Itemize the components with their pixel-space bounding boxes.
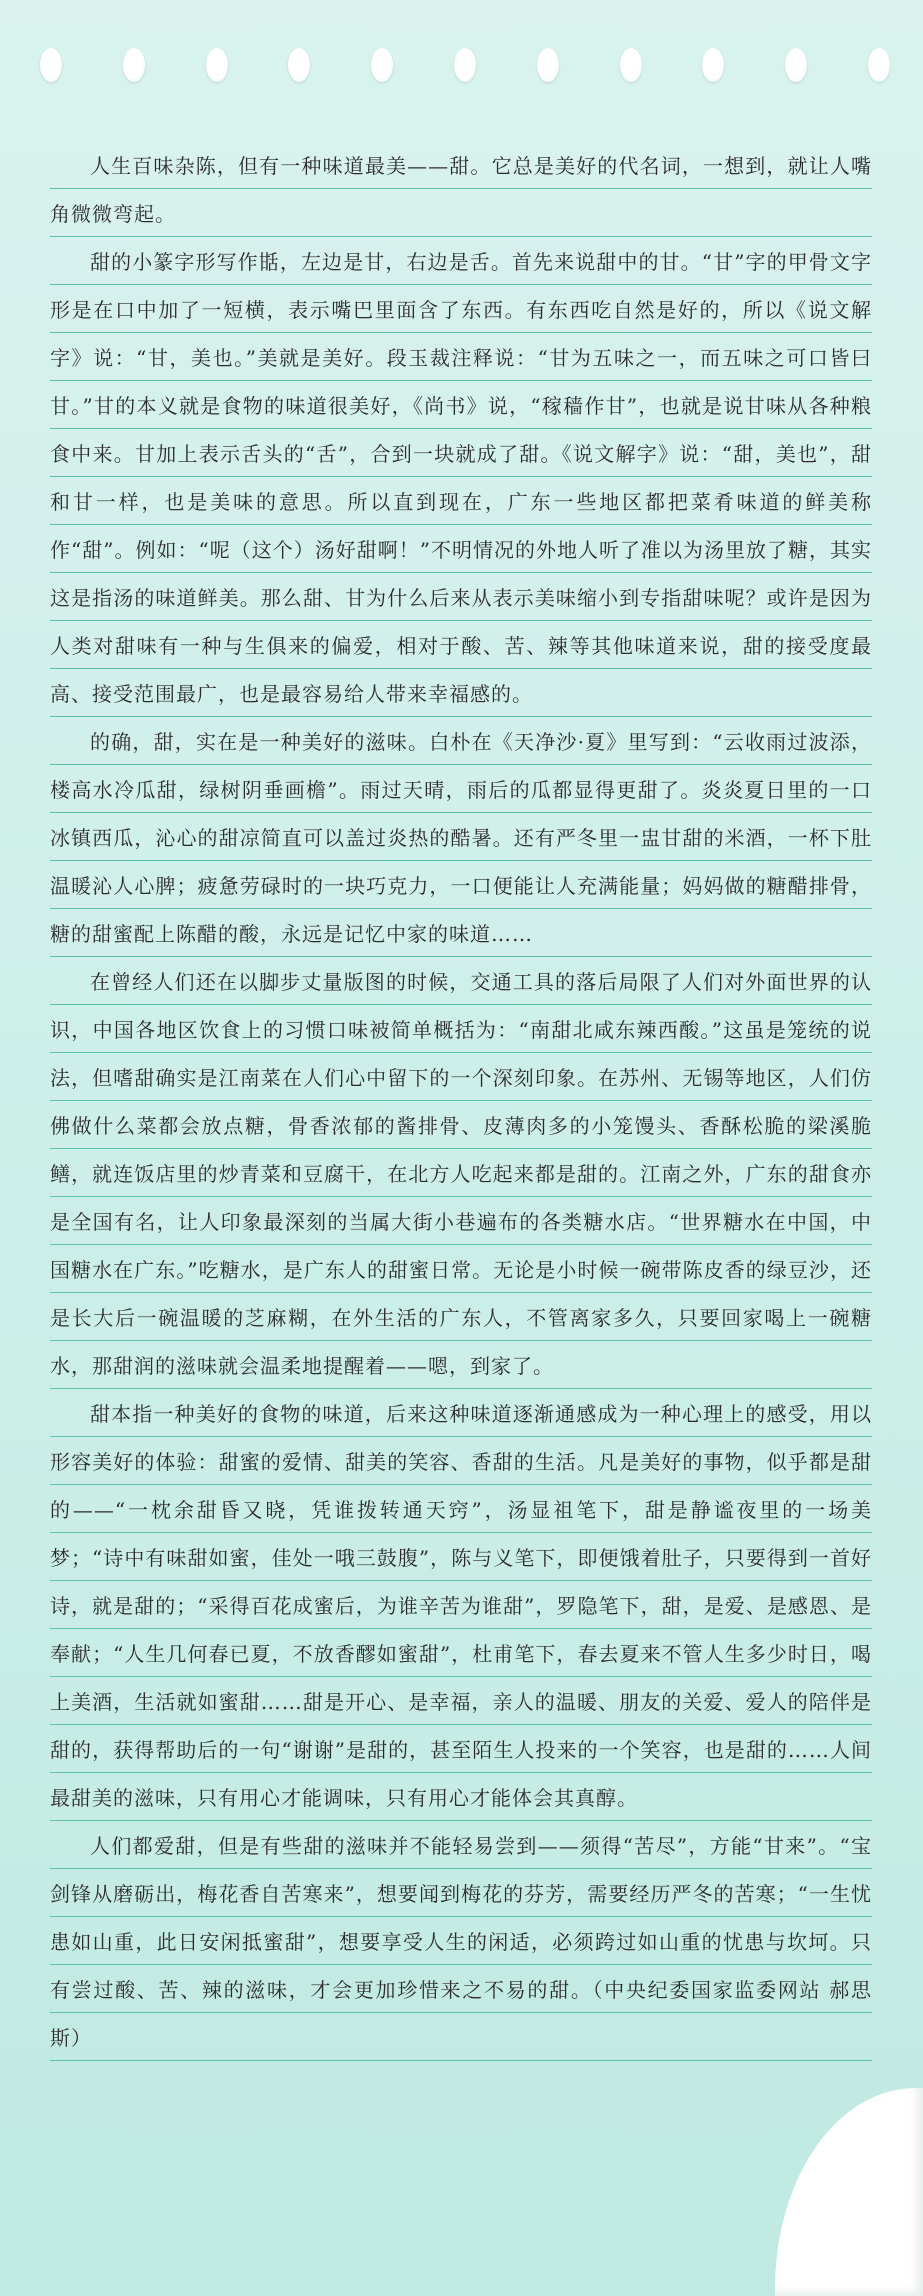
paragraph: 人生百味杂陈，但有一种味道最美——甜。它总是美好的代名词，一想到，就让人嘴角微微弯起。	[50, 142, 872, 238]
binder-hole	[868, 48, 890, 82]
binder-hole	[288, 48, 310, 82]
binder-holes	[40, 48, 890, 88]
binder-hole	[40, 48, 62, 82]
binder-hole	[785, 48, 807, 82]
article-body	[50, 142, 872, 2062]
page-curl	[775, 2088, 923, 2296]
binder-hole	[206, 48, 228, 82]
paragraph: 甜的小篆字形写作甛，左边是甘，右边是舌。首先来说甜中的甘。“甘”字的甲骨文字形是在口中加了一短横，表示嘴巴里面含了东西。有东西吃自然是好的，所以《说文解字》说：“甘，美也。”美就是美好。段玉裁注释说：“甘为五味之一，而五味之可口皆曰甘。”甘的本义就是食物的味道很美好，《尚书》说，“稼穑作甘”，也就是说甘味从各种粮食中来。甘加上表示舌头的“舌”，合到一块就成了甜。《说文解字》说：“甜，美也”，甜和甘一样，也是美味的意思。所以直到现在，广东一些地区都把菜肴味道的鲜美称作“甜”。例如：“呢（这个）汤好甜啊！”不明情况的外地人听了准以为汤里放了糖，其实这是指汤的味道鲜美。那么甜、甘为什么后来从表示美味缩小到专指甜味呢？或许是因为人类对甜味有一种与生俱来的偏爱，相对于酸、苦、辣等其他味道来说，甜的接受度最高、接受范围最广，也是最容易给人带来幸福感的。	[50, 238, 872, 718]
binder-hole	[620, 48, 642, 82]
binder-hole	[702, 48, 724, 82]
paragraph: 在曾经人们还在以脚步丈量版图的时候，交通工具的落后局限了人们对外面世界的认识，中国各地区饮食上的习惯口味被简单概括为：“南甜北咸东辣西酸。”这虽是笼统的说法，但嗜甜确实是江南菜在人们心中留下的一个深刻印象。在苏州、无锡等地区，人们仿佛做什么菜都会放点糖，骨香浓郁的酱排骨、皮薄肉多的小笼馒头、香酥松脆的梁溪脆鳝，就连饭店里的炒青菜和豆腐干，在北方人吃起来都是甜的。江南之外，广东的甜食亦是全国有名，让人印象最深刻的当属大街小巷遍布的各类糖水店。“世界糖水在中国，中国糖水在广东。”吃糖水，是广东人的甜蜜日常。无论是小时候一碗带陈皮香的绿豆沙，还是长大后一碗温暖的芝麻糊，在外生活的广东人，不管离家多久，只要回家喝上一碗糖水，那甜润的滋味就会温柔地提醒着——嗯，到家了。	[50, 958, 872, 1390]
paragraph: 人们都爱甜，但是有些甜的滋味并不能轻易尝到——须得“苦尽”，方能“甘来”。“宝剑锋从磨砺出，梅花香自苦寒来”，想要闻到梅花的芬芳，需要经历严冬的苦寒；“一生忧患如山重，此日安闲抵蜜甜”，想要享受人生的闲适，必须跨过如山重的忧患与坎坷。只有尝过酸、苦、辣的滋味，才会更加珍惜来之不易的甜。（中央纪委国家监委网站 郝思斯）	[50, 1822, 872, 2062]
binder-hole	[371, 48, 393, 82]
paragraph: 的确，甜，实在是一种美好的滋味。白朴在《天净沙·夏》里写到：“云收雨过波添，楼高水冷瓜甜，绿树阴垂画檐”。雨过天晴，雨后的瓜都显得更甜了。炎炎夏日里的一口冰镇西瓜，沁心的甜凉简直可以盖过炎热的酷暑。还有严冬里一盅甘甜的米酒，一杯下肚温暖沁人心脾；疲惫劳碌时的一块巧克力，一口便能让人充满能量；妈妈做的糖醋排骨，糖的甜蜜配上陈醋的酸，永远是记忆中家的味道……	[50, 718, 872, 958]
binder-hole	[123, 48, 145, 82]
paragraph: 甜本指一种美好的食物的味道，后来这种味道逐渐通感成为一种心理上的感受，用以形容美好的体验：甜蜜的爱情、甜美的笑容、香甜的生活。凡是美好的事物，似乎都是甜的——“一枕余甜昏又晓，凭谁拨转通天窍”，汤显祖笔下，甜是静谧夜里的一场美梦；“诗中有味甜如蜜，佳处一哦三鼓腹”，陈与义笔下，即便饿着肚子，只要得到一首好诗，就是甜的；“采得百花成蜜后，为谁辛苦为谁甜”，罗隐笔下，甜，是爱、是感恩、是奉献；“人生几何春已夏，不放香醪如蜜甜”，杜甫笔下，春去夏来不管人生多少时日，喝上美酒，生活就如蜜甜……甜是开心、是幸福，亲人的温暖、朋友的关爱、爱人的陪伴是甜的，获得帮助后的一句“谢谢”是甜的，甚至陌生人投来的一个笑容，也是甜的……人间最甜美的滋味，只有用心才能调味，只有用心才能体会其真醇。	[50, 1390, 872, 1822]
binder-hole	[454, 48, 476, 82]
binder-hole	[537, 48, 559, 82]
